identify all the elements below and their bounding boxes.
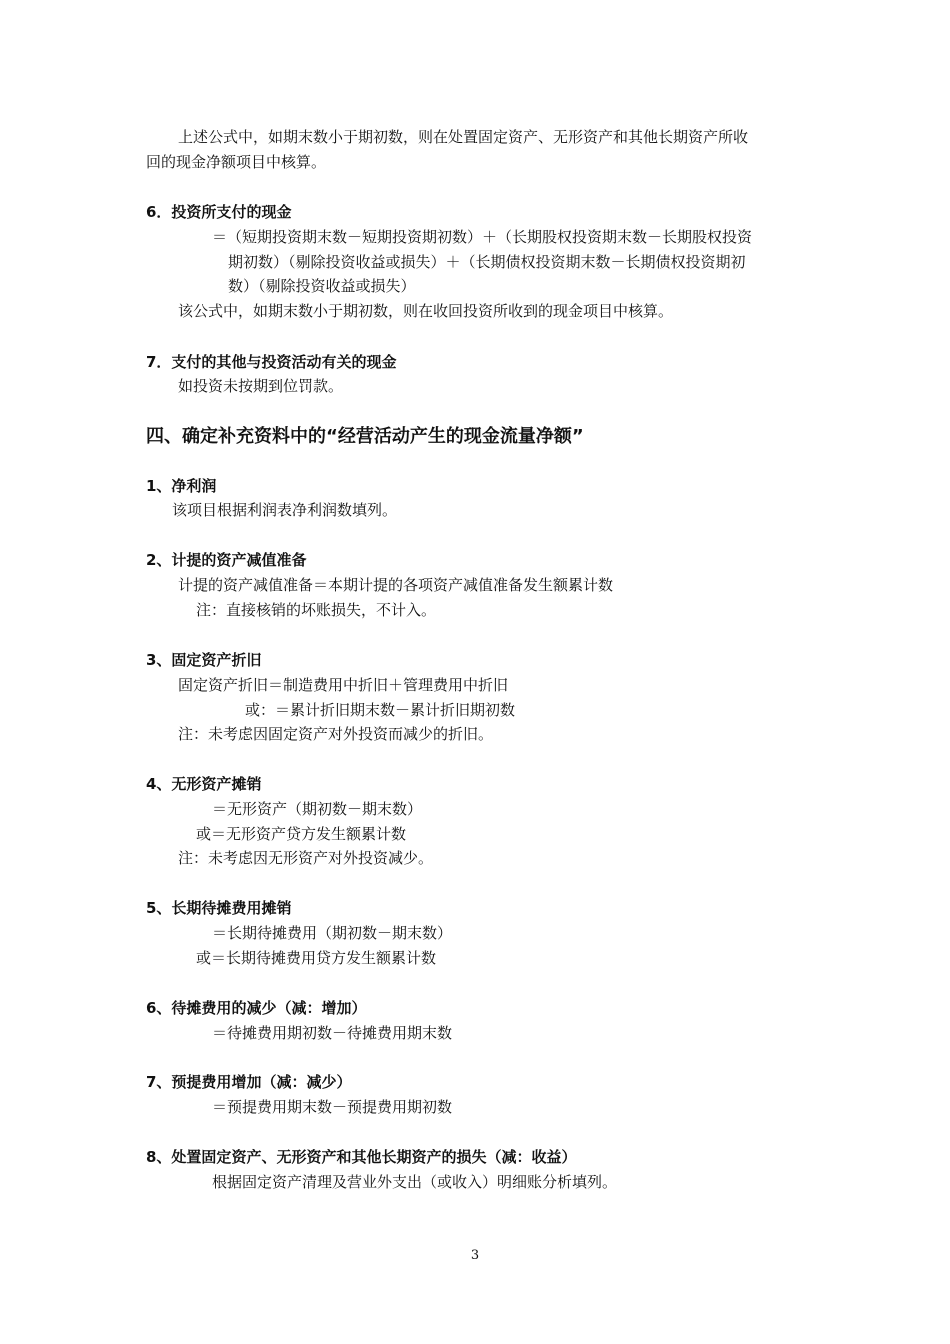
item7-heading: 7．支付的其他与投资活动有关的现金	[146, 353, 397, 371]
s1-text: 该项目根据利润表净利润数填列。	[172, 501, 398, 519]
s3-formula-2: 或：＝累计折旧期末数－累计折旧期初数	[245, 701, 516, 719]
section4-title: 四、确定补充资料中的“经营活动产生的现金流量净额”	[146, 426, 584, 447]
s6-formula: ＝待摊费用期初数－待摊费用期末数	[212, 1024, 453, 1042]
s2-note: 注：直接核销的坏账损失，不计入。	[196, 601, 437, 619]
s3-heading: 3、固定资产折旧	[146, 651, 262, 669]
s6-heading: 6、待摊费用的减少（减：增加）	[146, 999, 367, 1017]
s5-formula-1: ＝长期待摊费用（期初数－期末数）	[212, 924, 453, 942]
s1-heading: 1、净利润	[146, 477, 217, 495]
s4-formula-1: ＝无形资产（期初数－期末数）	[212, 800, 423, 818]
s3-note: 注：未考虑因固定资产对外投资而减少的折旧。	[178, 725, 494, 743]
s7-heading: 7、预提费用增加（减：减少）	[146, 1073, 352, 1091]
item6-heading: 6．投资所支付的现金	[146, 203, 292, 221]
s3-formula-1: 固定资产折旧＝制造费用中折旧＋管理费用中折旧	[178, 676, 509, 694]
s4-note: 注：未考虑因无形资产对外投资减少。	[178, 849, 434, 867]
item6-formula-line-1: ＝（短期投资期末数－短期投资期初数）＋（长期股权投资期末数－长期股权投资	[212, 228, 753, 246]
intro-line-2: 回的现金净额项目中核算。	[146, 153, 327, 171]
item6-formula-line-2: 期初数）（剔除投资收益或损失）＋（长期债权投资期末数－长期债权投资期初	[228, 253, 746, 271]
s8-heading: 8、处置固定资产、无形资产和其他长期资产的损失（减：收益）	[146, 1148, 577, 1166]
item6-formula-line-3: 数）（剔除投资收益或损失）	[228, 277, 416, 295]
item6-note: 该公式中，如期末数小于期初数，则在收回投资所收到的现金项目中核算。	[178, 302, 674, 320]
intro-line-1: 上述公式中，如期末数小于期初数，则在处置固定资产、无形资产和其他长期资产所收	[178, 128, 749, 146]
s5-heading: 5、长期待摊费用摊销	[146, 899, 292, 917]
s4-formula-2: 或＝无形资产贷方发生额累计数	[196, 825, 407, 843]
s8-text: 根据固定资产清理及营业外支出（或收入）明细账分析填列。	[212, 1173, 618, 1191]
s2-heading: 2、计提的资产减值准备	[146, 551, 307, 569]
page-number: 3	[470, 1248, 480, 1263]
s5-formula-2: 或＝长期待摊费用贷方发生额累计数	[196, 949, 437, 967]
item7-text: 如投资未按期到位罚款。	[178, 377, 344, 395]
s7-formula: ＝预提费用期末数－预提费用期初数	[212, 1098, 453, 1116]
s2-formula: 计提的资产减值准备＝本期计提的各项资产减值准备发生额累计数	[178, 576, 614, 594]
s4-heading: 4、无形资产摊销	[146, 775, 262, 793]
